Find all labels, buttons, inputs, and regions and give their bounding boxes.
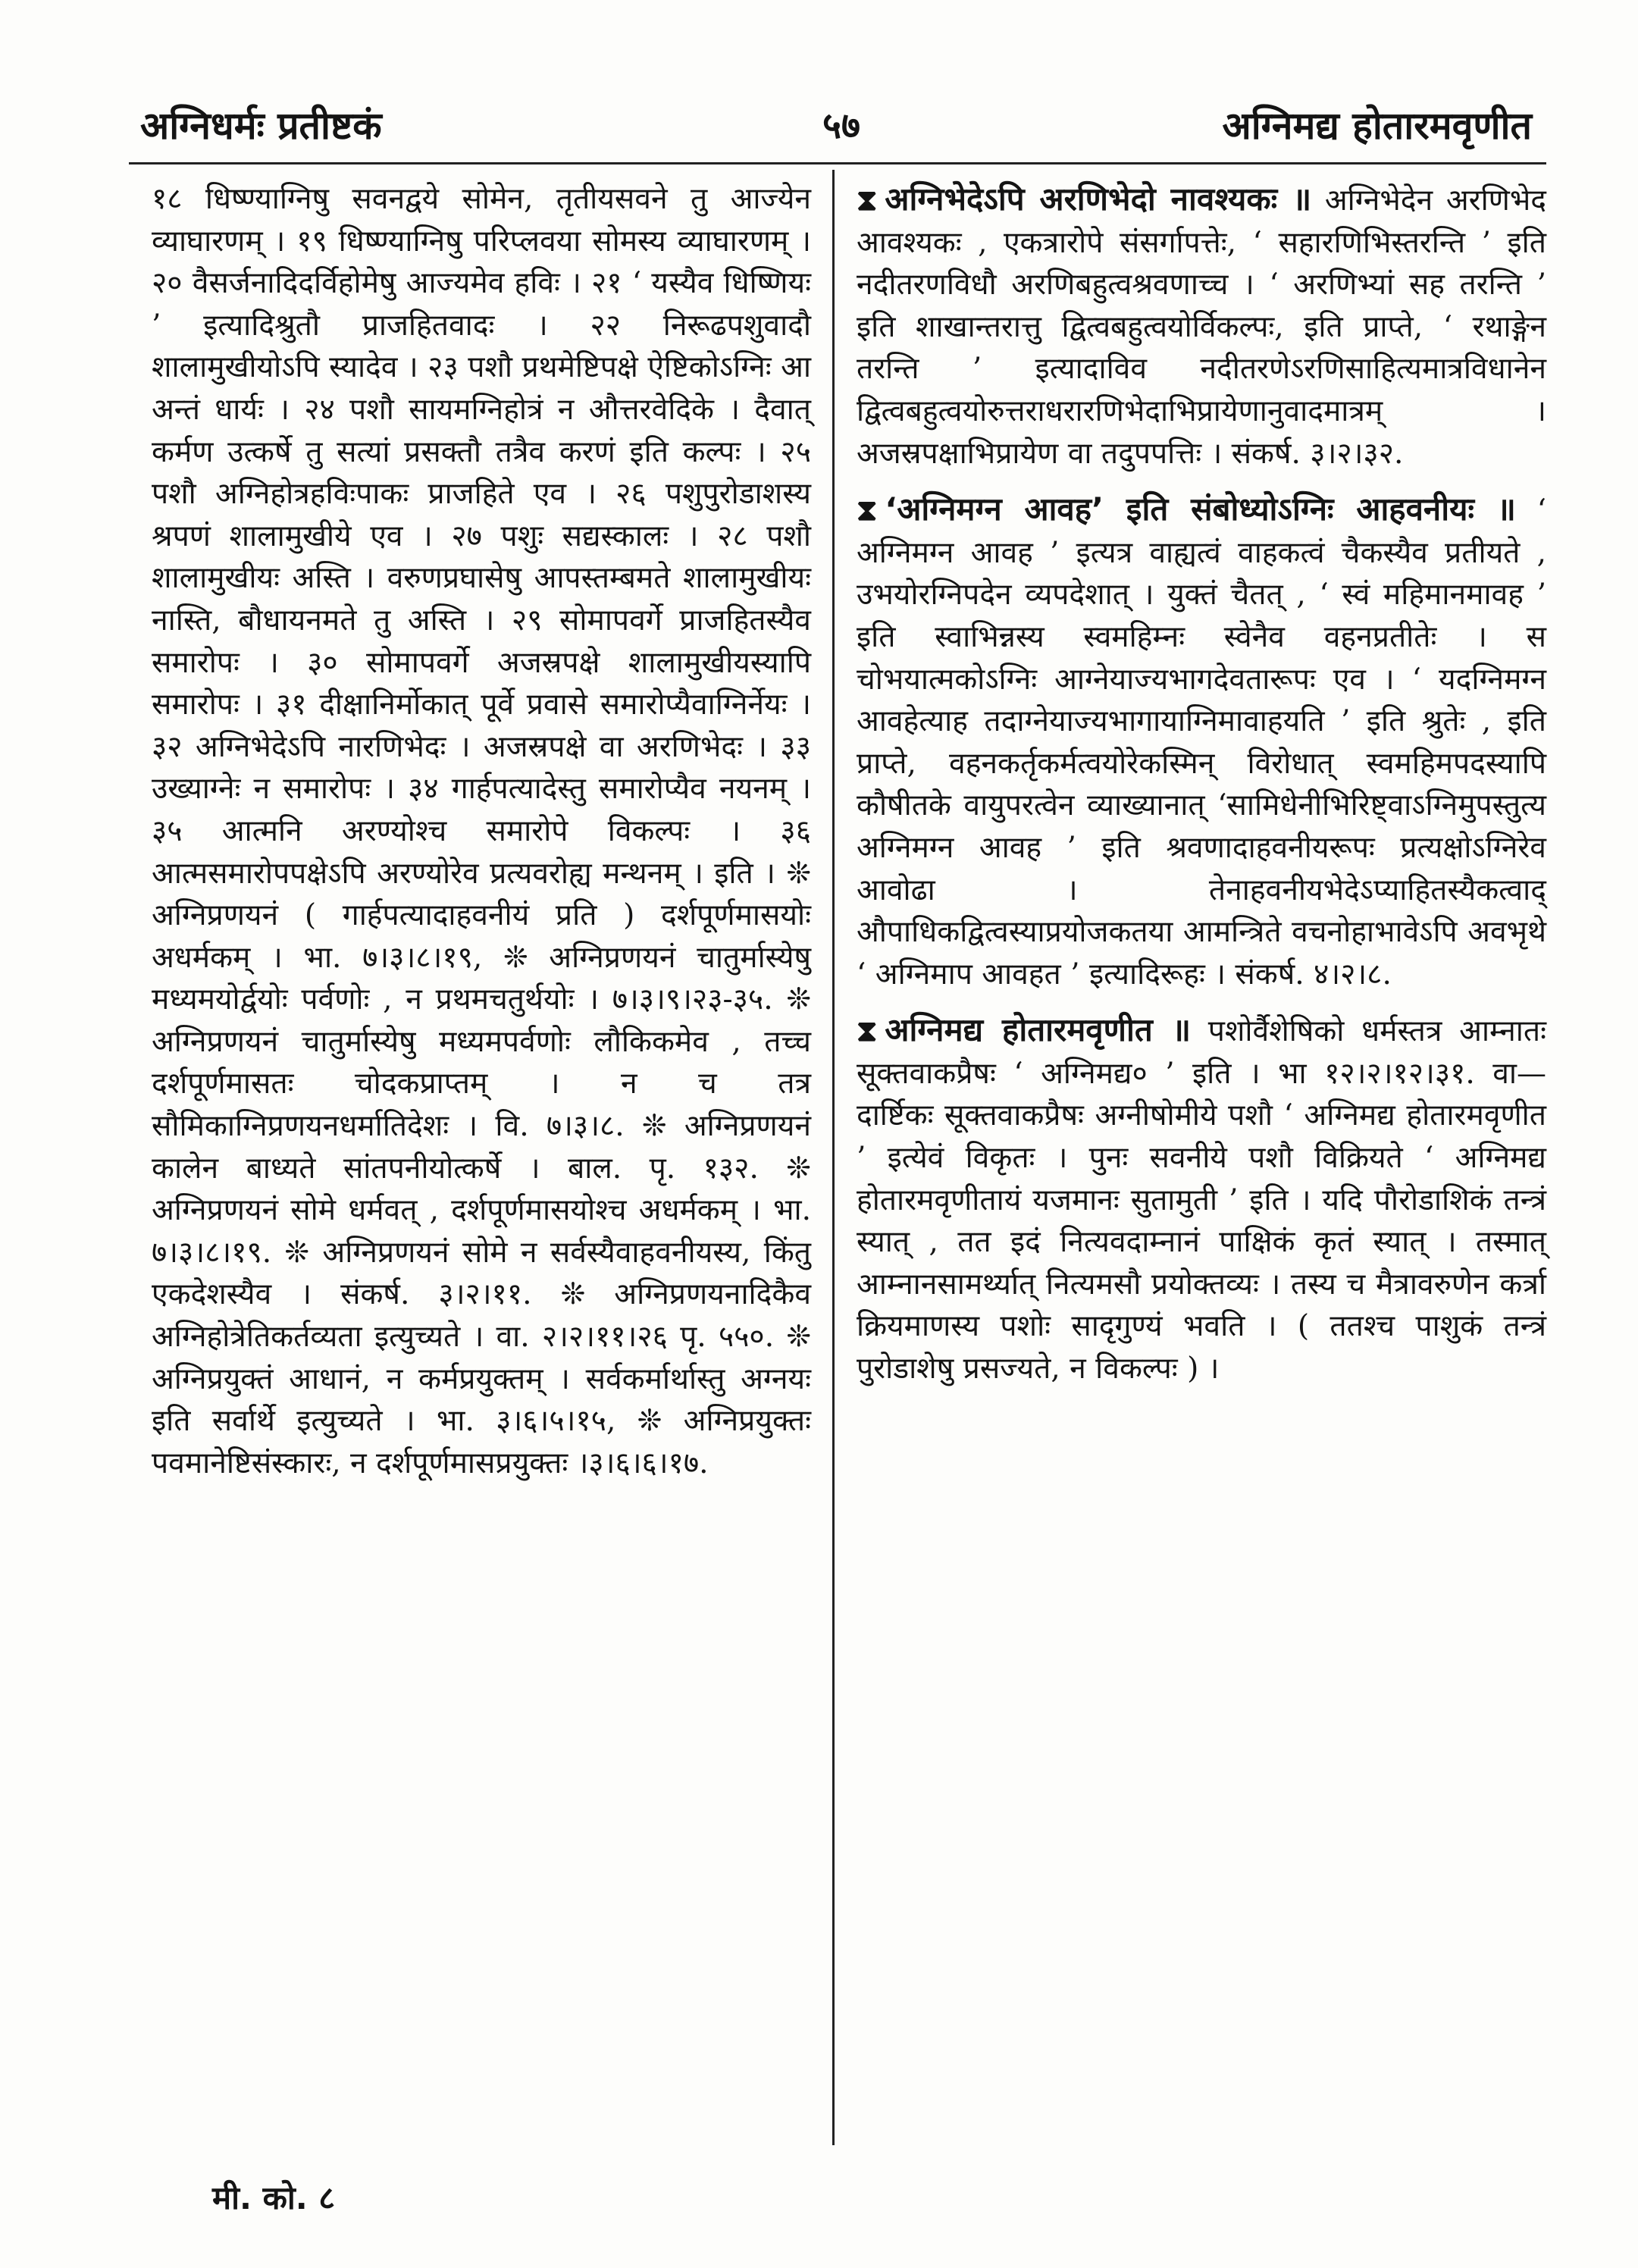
entry-heading: ‘अग्निमग्न आवह’ इति संबोध्योऽग्निः आहवनीयः ॥ <box>885 490 1516 528</box>
left-column <box>152 178 811 1484</box>
entry-marker-icon: ⧗ <box>857 1013 878 1049</box>
entry-arani-bheda <box>857 178 1546 475</box>
entry-heading: अग्निमद्य होतारमवृणीत ॥ <box>885 1011 1191 1049</box>
left-column-text: १८ धिष्ण्याग्निषु सवनद्वये सोमेन, तृतीयसवने तु आज्येन व्याघारणम् । १९ धिष्ण्याग्निषु परिप्लवया सोमस्य व्याघारणम् । २० वैसर्जनादिदर्विहोमेषु आज्यमेव हविः । २१ ‘ यस्यैव धिष्णियः ’ इत्यादिश्रुतौ प्राजहितवादः । २२ निरूढपशुवादौ शालामुखीयोऽपि स्यादेव । २३ पशौ प्रथमेष्टिपक्षे ऐष्टिकोऽग्निः आ अन्तं धार्यः । २४ पशौ सायमग्निहोत्रं न औत्तरवेदिके । दैवात् कर्मण उत्कर्षे तु सत्यां प्रसक्तौ तत्रैव करणं इति कल्पः । २५ पशौ अग्निहोत्रहविःपाकः प्राजहिते एव । २६ पशुपुरोडाशस्य श्रपणं शालामुखीये एव । २७ पशुः सद्यस्कालः । २८ पशौ शालामुखीयः अस्ति । वरुणप्रघासेषु आपस्तम्बमते शालामुखीयः नास्ति, बौधायनमते तु अस्ति । २९ सोमापवर्गे प्राजहितस्यैव समारोपः । ३० सोमापवर्गे अजस्रपक्षे शालामुखीयस्यापि समारोपः । ३१ दीक्षानिर्मोकात् पूर्वे प्रवासे समारोप्यैवाग्निर्नेयः । ३२ अग्निभेदेऽपि नारणिभेदः । अजस्रपक्षे वा अरणिभेदः । ३३ उख्याग्नेः न समारोपः । ३४ गार्हपत्यादेस्तु समारोप्यैव नयनम् । ३५ आत्मनि अरण्योश्च समारोपे विकल्पः । ३६ आत्मसमारोपपक्षेऽपि अरण्योरेव प्रत्यवरोह्य मन्थनम् । इति । ❊ अग्निप्रणयनं ( गार्हपत्यादाहवनीयं प्रति ) दर्शपूर्णमासयोः अधर्मकम् । भा. ७।३।८।१९, ❊ अग्निप्रणयनं चातुर्मास्येषु मध्यमयोर्द्वयोः पर्वणोः , न प्रथमचतुर्थयोः । ७।३।९।२३-३५. ❊ अग्निप्रणयनं चातुर्मास्येषु मध्यमपर्वणोः लौकिकमेव , तच्च दर्शपूर्णमासतः चोदकप्राप्तम् । न च तत्र सौमिकाग्निप्रणयनधर्मातिदेशः । वि. ७।३।८. ❊ अग्निप्रणयनं कालेन बाध्यते सांतपनीयोत्कर्षे । बाल. पृ. १३२. ❊ अग्निप्रणयनं सोमे धर्मवत् , दर्शपूर्णमासयोश्च अधर्मकम् । भा. ७।३।८।१९. ❊ अग्निप्रणयनं सोमे न सर्वस्यैवाहवनीयस्य, किंतु एकदेशस्यैव । संकर्ष. ३।२।११. ❊ अग्निप्रणयनादिकैव अग्निहोत्रेतिकर्तव्यता इत्युच्यते । वा. २।२।११।२६ पृ. ५५०. ❊ अग्निप्रयुक्तं आधानं, न कर्मप्रयुक्तम् । सर्वकर्मार्थास्तु अग्नयः इति सर्वार्थे इत्युच्यते । भा. ३।६।५।१५, ❊ अग्निप्रयुक्तः पवमानेष्टिसंस्कारः, न दर्शपूर्णमासप्रयुक्तः ।३।६।६।१७. <box>152 182 811 1480</box>
column-divider <box>832 170 835 2145</box>
entry-heading: अग्निभेदेऽपि अरणिभेदो नावश्यकः ॥ <box>885 180 1312 218</box>
entry-marker-icon: ⧗ <box>857 493 878 528</box>
entry-agnimadya-hotaram <box>857 1009 1546 1389</box>
signature-mark: मी. को. ८ <box>212 2179 336 2216</box>
right-column <box>857 178 1546 1390</box>
header-rule <box>129 162 1546 164</box>
entry-body: ‘ अग्निमग्न आवह ’ इत्यत्र वाह्यत्वं वाहकत्वं चैकस्यैव प्रतीयते , उभयोरग्निपदेन व्यपदेशात् । युक्तं चैतत् , ‘ स्वं महिमानमावह ’ इति स्वाभिन्नस्य स्वमहिम्नः स्वेनैव वहनप्रतीतेः । स चोभयात्मकोऽग्निः आग्नेयाज्यभागदेवतारूपः एव । ‘ यदग्निमग्न आवहेत्याह तदाग्नेयाज्यभागायाग्निमावाहयति ’ इति श्रुतेः , इति प्राप्ते, वहनकर्तृकर्मत्वयोरेकस्मिन् विरोधात् स्वमहिमपदस्यापि कौषीतके वायुपरत्वेन व्याख्यानात् ‘सामिधेनीभिरिष्ट्वाऽग्निमुपस्तुत्य अग्निमग्न आवह ’ इति श्रवणादाहवनीयरूपः प्रत्यक्षोऽग्निरेव आवोढा । तेनाहवनीयभेदेऽप्याहितस्यैकत्वाद् औपाधिकद्वित्वस्याप्रयोजकतया आमन्त्रिते वचनोहाभावेऽपि अवभृथे ‘ अग्निमाप आवहत ’ इत्यादिरूहः । संकर्ष. ४।२।८. <box>857 493 1546 991</box>
running-header <box>140 83 1532 152</box>
entry-body: पशोर्वैशेषिको धर्मस्तत्र आम्नातः सूक्तवाकप्रैषः ‘ अग्निमद्य० ’ इति । भा १२।२।१२।३१. वा—दार्ष्टिकः सूक्तवाकप्रैषः अग्नीषोमीये पशौ ‘ अग्निमद्य होतारमवृणीत ’ इत्येवं विकृतः । पुनः सवनीये पशौ विक्रियते ‘ अग्निमद्य होतारमवृणीतायं यजमानः सुतामुती ’ इति । यदि पौरोडाशिकं तन्त्रं स्यात् , तत इदं नित्यवदाम्नानं पाक्षिकं कृतं स्यात् । तस्मात् आम्नानसामर्थ्यात् नित्यमसौ प्रयोक्तव्यः । तस्य च मैत्रावरुणेन कर्त्रा क्रियमाणस्य पशोः सादृगुण्यं भवति । ( ततश्च पाशुकं तन्त्रं पुरोडाशेषु प्रसज्यते, न विकल्पः ) । <box>857 1014 1546 1386</box>
header-right-title: अग्निमद्य होतारमवृणीत <box>1222 104 1532 148</box>
entry-agnimagna-avaha <box>857 488 1546 995</box>
header-left-title: अग्निधर्मः प्रतीष्टकं <box>140 104 382 148</box>
page-number: ५७ <box>822 105 860 147</box>
entry-marker-icon: ⧗ <box>857 183 878 218</box>
entry-body: अग्निभेदेन अरणिभेद आवश्यकः , एकत्रारोपे संसर्गापत्तेः, ‘ सहारणिभिस्तरन्ति ’ इति नदीतरणविधौ अरणिबहुत्वश्रवणाच्च । ‘ अरणिभ्यां सह तरन्ति ’ इति शाखान्तरात्तु द्वित्वबहुत्वयोर्विकल्पः, इति प्राप्ते, ‘ रथाङ्गेन तरन्ति ’ इत्यादाविव नदीतरणेऽरणिसाहित्यमात्रविधानेन द्वित्वबहुत्वयोरुत्तराधरारणिभेदाभिप्रायेणानुवादमात्रम् । अजस्रपक्षाभिप्रायेण वा तदुपपत्तिः । संकर्ष. ३।२।३२. <box>857 183 1546 471</box>
